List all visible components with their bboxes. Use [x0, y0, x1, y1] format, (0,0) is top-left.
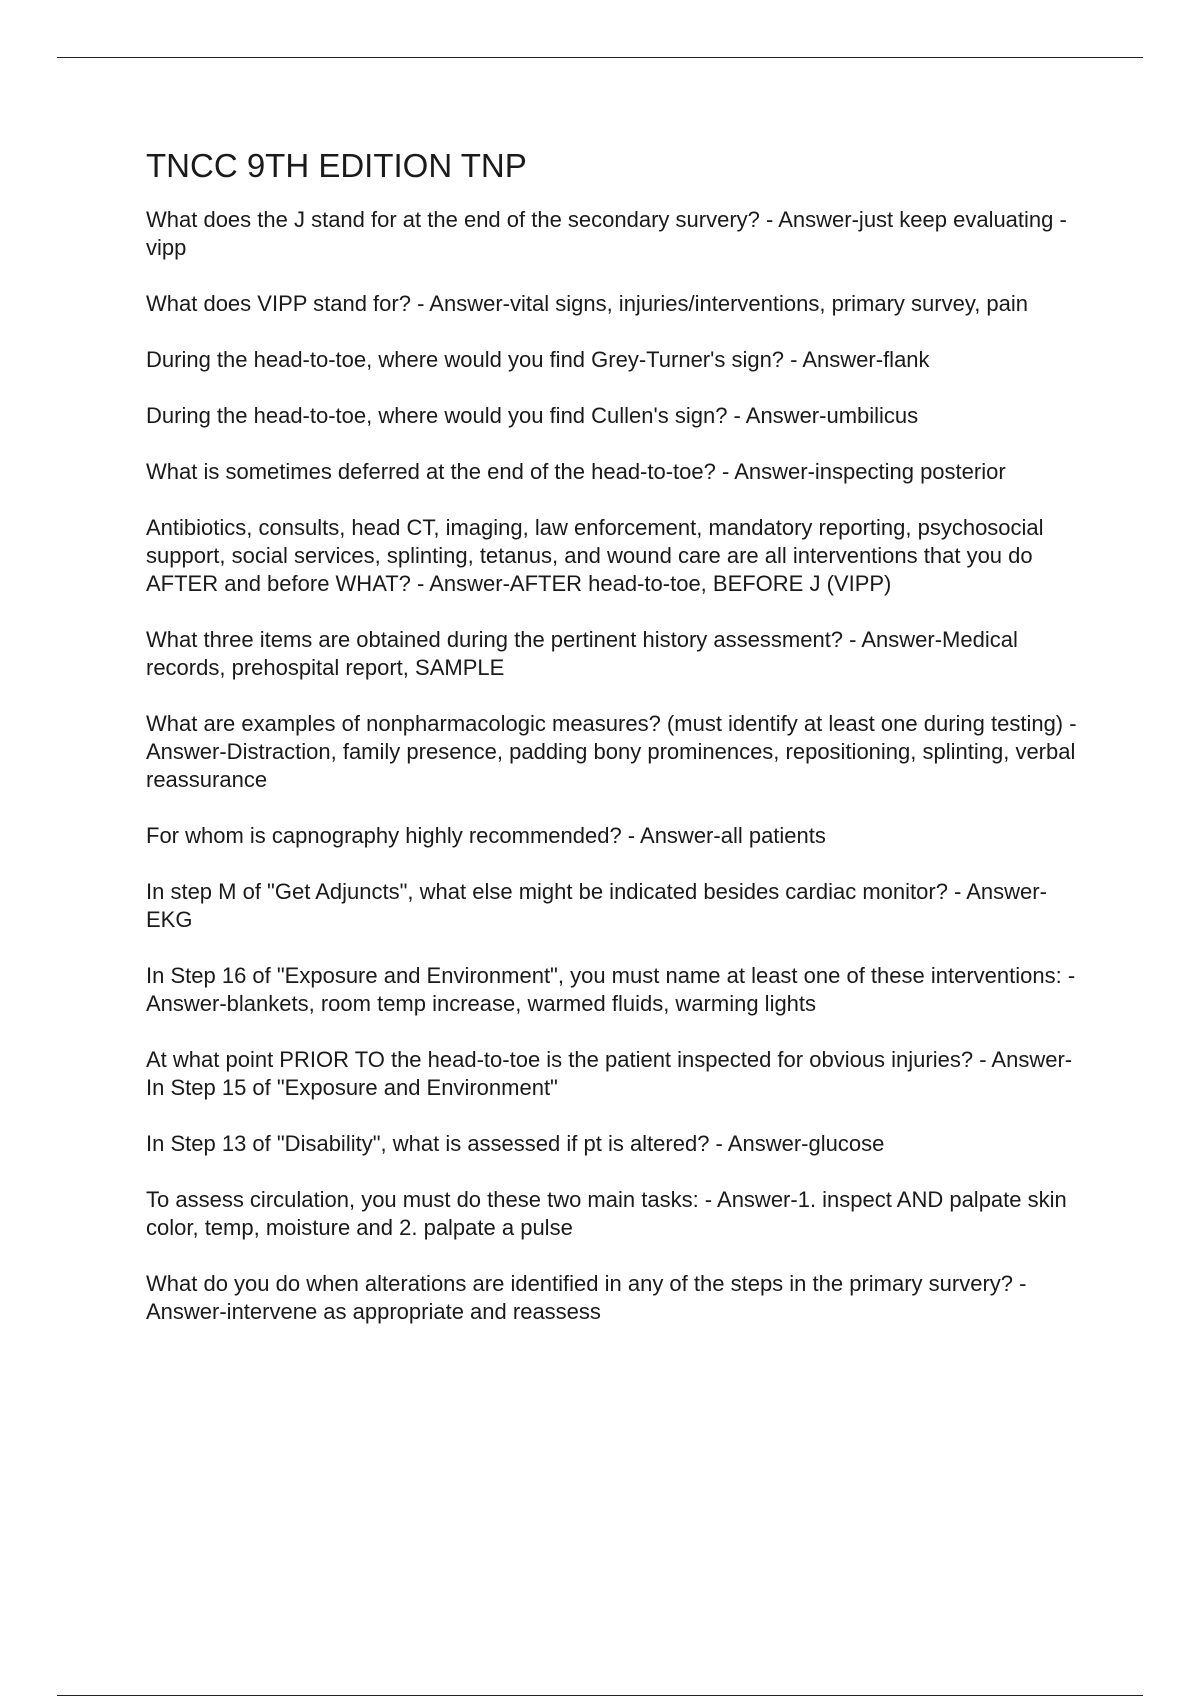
- qa-item: What do you do when alterations are identified in any of the steps in the primary survery? - Answer-intervene as appropriate and reassess: [146, 1271, 1027, 1324]
- qa-item: During the head-to-toe, where would you find Grey-Turner's sign? - Answer-flank: [146, 347, 930, 372]
- qa-item: What are examples of nonpharmacologic measures? (must identify at least one during testing) - Answer-Distraction, family presence, padding bony prominences, repositioning, splinting, verbal reassurance: [146, 711, 1077, 792]
- document-title: TNCC 9TH EDITION TNP: [146, 147, 527, 184]
- qa-item: In Step 16 of "Exposure and Environment", you must name at least one of these interventions: - Answer-blankets, room temp increase, warmed fluids, warming lights: [146, 963, 1076, 1016]
- qa-item: What does the J stand for at the end of the secondary survery? - Answer-just keep evaluating - vipp: [146, 207, 1067, 260]
- document-body: [146, 143, 1086, 1354]
- qa-item: To assess circulation, you must do these two main tasks: - Answer-1. inspect AND palpate skin color, temp, moisture and 2. palpate a pulse: [146, 1187, 1067, 1240]
- qa-item: At what point PRIOR TO the head-to-toe is the patient inspected for obvious injuries? - Answer-In Step 15 of "Exposure and Environment": [146, 1047, 1073, 1100]
- bottom-rule: [57, 1695, 1143, 1696]
- qa-item: During the head-to-toe, where would you find Cullen's sign? - Answer-umbilicus: [146, 403, 919, 428]
- top-rule: [57, 57, 1143, 58]
- qa-item: Antibiotics, consults, head CT, imaging, law enforcement, mandatory reporting, psychosocial support, social services, splinting, tetanus, and wound care are all interventions that you do AFTER and before WHAT? - Answer-AFTER head-to-toe, BEFORE J (VIPP): [146, 515, 1044, 596]
- qa-item: What does VIPP stand for? - Answer-vital signs, injuries/interventions, primary survey, pain: [146, 291, 1029, 316]
- qa-item: For whom is capnography highly recommended? - Answer-all patients: [146, 823, 826, 848]
- qa-item: In Step 13 of "Disability", what is assessed if pt is altered? - Answer-glucose: [146, 1131, 885, 1156]
- qa-item: In step M of "Get Adjuncts", what else might be indicated besides cardiac monitor? - Answer-EKG: [146, 879, 1047, 932]
- qa-list: [146, 206, 1086, 1326]
- qa-item: What is sometimes deferred at the end of the head-to-toe? - Answer-inspecting posterior: [146, 459, 1006, 484]
- qa-item: What three items are obtained during the pertinent history assessment? - Answer-Medical records, prehospital report, SAMPLE: [146, 627, 1018, 680]
